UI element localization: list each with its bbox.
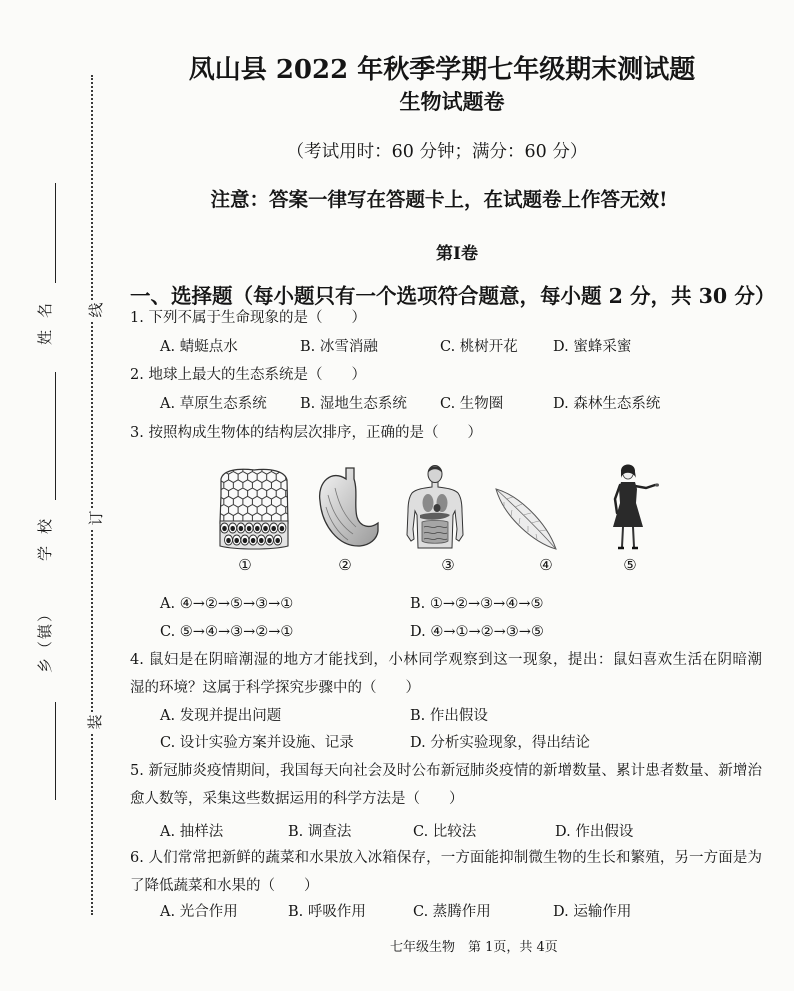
question-6-option-a: A. 光合作用 [160,904,238,920]
exam-info: （考试用时：60 分钟；满分：60 分） [286,142,588,162]
question-6-option-c: C. 蒸腾作用 [413,904,491,920]
question-2-option-d: D. 森林生态系统 [553,396,661,412]
question-6-stem-line-1: 6. 人们常常把新鲜的蔬菜和水果放入冰箱保存，一方面能抑制微生物的生长和繁殖，另一方面是为 [130,850,762,866]
cell-nucleus [222,526,227,531]
cell-nucleus [263,526,268,531]
question-1-option-a: A. 蜻蜓点水 [160,339,238,355]
cell-nucleus [280,526,285,531]
school-label: 学校 [36,506,54,561]
figure-label-2: ② [338,556,352,574]
question-1-stem: 1. 下列不属于生命现象的是（ ） [130,310,366,326]
figure-label-1: ① [238,556,252,574]
binding-char-xian: 线 [86,300,106,320]
cell-nucleus [230,526,235,531]
person-hand [655,483,659,486]
cell-nucleus [271,526,276,531]
question-2-option-c: C. 生物圈 [440,396,504,412]
question-3-option-a: A. ④→②→⑤→③→① [160,596,294,612]
stomach-outline [320,468,378,546]
section-heading: 一、选择题（每小题只有一个选项符合题意，每小题 2 分，共 30 分） [130,284,776,308]
cell-tissue-figure [220,469,288,549]
town-label: 乡（镇） [36,605,54,674]
question-3-option-b: B. ①→②→③→④→⑤ [410,596,544,612]
cell-nucleus [239,526,244,531]
figure-label-3: ③ [441,556,455,574]
cell-nucleus [234,538,239,543]
question-4-stem-line-2: 湿的环境？这属于科学探究步骤中的（ ） [130,680,420,696]
cell-nucleus [275,538,280,543]
question-5-option-a: A. 抽样法 [160,824,224,840]
leaf-figure [496,489,556,549]
cell-nucleus [247,526,252,531]
cell-nucleus [255,526,260,531]
town-underline [55,702,56,800]
page-footer: 七年级生物 第 1页，共 4页 [390,940,558,955]
question-4-option-b: B. 作出假设 [410,708,488,724]
figure-label-4: ④ [539,556,553,574]
cell-nucleus [251,538,256,543]
question-6-option-d: D. 运输作用 [553,904,632,920]
cell-nucleus [243,538,248,543]
human-body-figure [407,466,463,549]
question-5-option-d: D. 作出假设 [555,824,634,840]
question-1-option-d: D. 蜜蜂采蜜 [553,339,632,355]
question-4-stem-line-1: 4. 鼠妇是在阴暗潮湿的地方才能找到，小林同学观察到这一现象，提出：鼠妇喜欢生活在阴暗潮 [130,652,762,668]
leaf-blade [496,489,556,549]
person-right-arm [635,485,655,488]
question-3-stem: 3. 按照构成生物体的结构层次排序，正确的是（ ） [130,425,482,441]
question-2-option-a: A. 草原生态系统 [160,396,267,412]
question-5-stem-line-2: 愈人数等，采集这些数据运用的科学方法是（ ） [130,791,464,807]
tissue-cell-walls [220,469,288,523]
left-lung [423,494,434,512]
name-underline [55,183,56,283]
question-3-option-c: C. ⑤→④→③→②→① [160,624,294,640]
question-5-option-c: C. 比较法 [413,824,477,840]
question-2-stem: 2. 地球上最大的生态系统是（ ） [130,367,366,383]
question-3-option-d: D. ④→①→②→③→⑤ [410,624,544,640]
question-1-option-c: C. 桃树开花 [440,339,518,355]
exam-subtitle: 生物试题卷 [399,89,505,114]
figure-label-5: ⑤ [623,556,637,574]
heart [434,504,441,512]
school-underline [55,372,56,500]
binding-dotted-line [91,75,93,915]
person-figure [613,465,659,549]
binding-char-ding: 订 [86,508,106,528]
binding-char-zhuang: 装 [85,712,105,732]
question-6-stem-line-2: 了降低蔬菜和水果的（ ） [130,878,319,894]
structure-levels-figure [200,455,680,555]
volume-label: 第Ⅰ卷 [436,244,478,264]
question-5-stem-line-1: 5. 新冠肺炎疫情期间，我国每天向社会及时公布新冠肺炎疫情的新增数量、累计患者数量、新增治 [130,763,762,779]
question-6-option-b: B. 呼吸作用 [288,904,366,920]
question-4-option-d: D. 分析实验现象，得出结论 [410,735,590,751]
question-2-option-b: B. 湿地生态系统 [300,396,407,412]
question-4-option-a: A. 发现并提出问题 [160,708,282,724]
stomach-figure [320,468,378,546]
name-label: 姓名 [36,290,54,345]
exam-title: 凤山县 2022 年秋季学期七年级期末测试题 [188,55,696,85]
cell-nucleus [226,538,231,543]
cell-nucleus [267,538,272,543]
question-1-option-b: B. 冰雪消融 [300,339,378,355]
exam-notice: 注意：答案一律写在答题卡上，在试题卷上作答无效! [210,188,668,211]
question-5-option-b: B. 调查法 [288,824,352,840]
person-legs [622,527,634,547]
cell-nucleus [259,538,264,543]
question-4-option-c: C. 设计实验方案并设施、记录 [160,735,354,751]
